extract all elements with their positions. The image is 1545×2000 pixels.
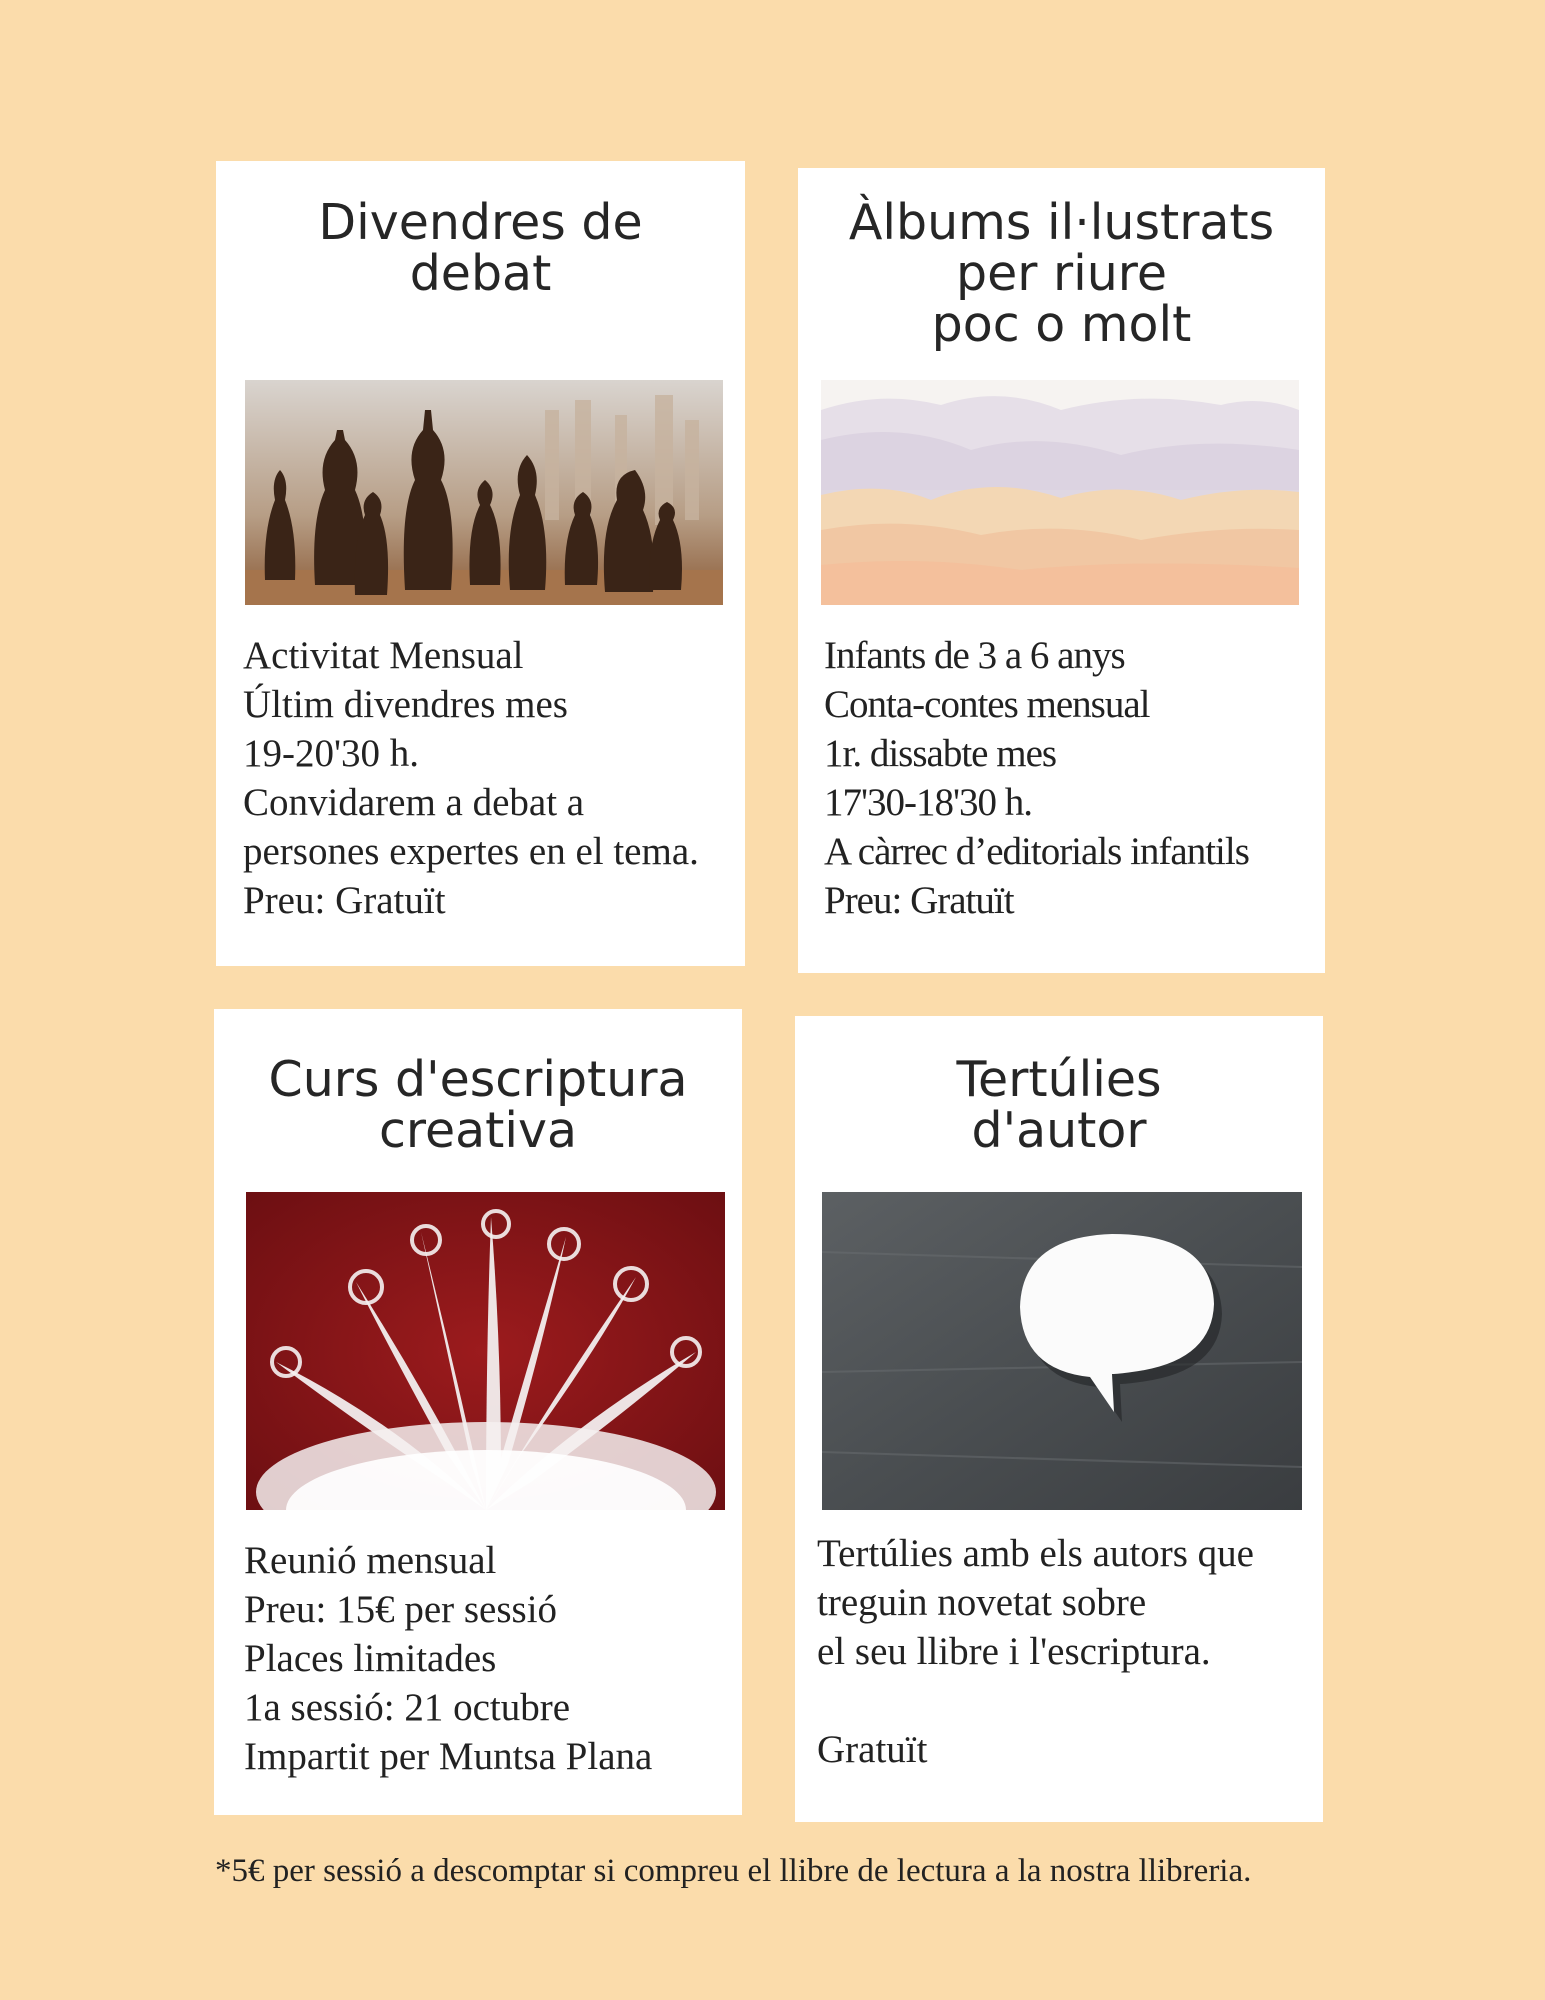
title-line: debat — [409, 245, 552, 302]
card-body — [243, 631, 699, 925]
body-line: Últim divendres mes — [243, 683, 568, 726]
card-title — [798, 194, 1325, 353]
body-line: Preu: Gratuït — [243, 879, 446, 922]
title-line: per riure — [955, 245, 1167, 302]
title-line: Curs d'escriptura — [268, 1051, 688, 1108]
body-line: 17'30-18'30 h. — [824, 781, 1033, 824]
title-line: poc o molt — [931, 296, 1192, 353]
event-card-debate — [216, 161, 745, 966]
body-line: 1r. dissabte mes — [824, 732, 1057, 775]
body-line: treguin novetat sobre — [817, 1581, 1147, 1624]
title-line: Àlbums il·lustrats — [848, 194, 1275, 251]
card-title — [216, 194, 745, 302]
body-line: Infants de 3 a 6 anys — [824, 634, 1125, 677]
card-title — [214, 1051, 742, 1159]
body-line: Activitat Mensual — [243, 634, 524, 677]
body-line: persones expertes en el tema. — [243, 830, 699, 873]
body-line: Impartit per Muntsa Plana — [244, 1735, 653, 1778]
title-line: creativa — [378, 1102, 578, 1159]
title-line: Tertúlies — [956, 1051, 1162, 1108]
event-card-picture-books — [798, 168, 1325, 973]
body-line: A càrrec d’editorials infantils — [824, 830, 1249, 873]
body-line: Convidarem a debat a — [243, 781, 585, 824]
event-card-creative-writing — [214, 1009, 742, 1815]
card-body — [824, 631, 1249, 925]
body-line: Tertúlies amb els autors que — [817, 1532, 1254, 1575]
card-title — [795, 1051, 1323, 1159]
body-line: el seu llibre i l'escriptura. — [817, 1630, 1211, 1673]
body-line: 1a sessió: 21 octubre — [244, 1686, 571, 1729]
title-line: Divendres de — [318, 194, 643, 251]
body-line: Preu: 15€ per sessió — [244, 1588, 558, 1631]
chess-pieces-photo — [245, 380, 723, 605]
card-body — [817, 1529, 1254, 1774]
body-line: Reunió mensual — [244, 1539, 497, 1582]
speech-bubble-photo — [822, 1192, 1302, 1510]
body-line: Gratuït — [817, 1728, 928, 1771]
white-feathers-photo — [246, 1192, 725, 1510]
footnote: *5€ per sessió a descomptar si compreu el llibre de lectura a la nostra llibreria. — [215, 1853, 1252, 1889]
body-line: Preu: Gratuït — [824, 879, 1014, 922]
title-line: d'autor — [971, 1102, 1147, 1159]
body-line: 19-20'30 h. — [243, 732, 420, 775]
body-line — [817, 1676, 1254, 1725]
body-line: Places limitades — [244, 1637, 497, 1680]
body-line: Conta-contes mensual — [824, 683, 1150, 726]
event-card-author-talks — [795, 1016, 1323, 1822]
watercolor-landscape-photo — [821, 380, 1299, 605]
card-body — [244, 1536, 652, 1781]
